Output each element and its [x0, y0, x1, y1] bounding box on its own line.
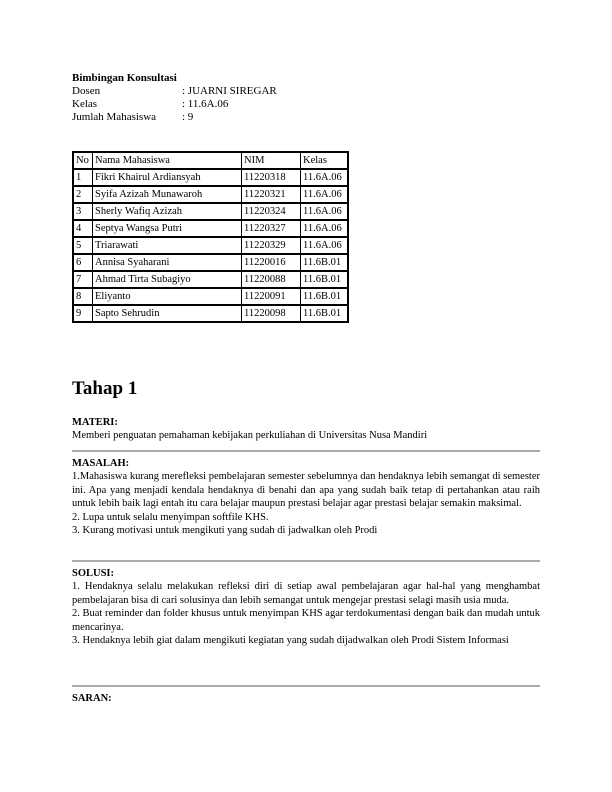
masalah-heading: MASALAH:	[72, 458, 130, 469]
table-cell: 6	[73, 254, 93, 271]
table-cell: 11.6A.06	[301, 169, 349, 186]
table-cell: 11220088	[242, 271, 301, 288]
materi-text: Memberi penguatan pemahaman kebijakan perkuliahan di Universitas Nusa Mandiri	[72, 430, 428, 441]
divider	[72, 560, 540, 562]
column-header: No	[73, 152, 93, 169]
info-value: : 11.6A.06	[182, 98, 229, 110]
divider	[72, 450, 540, 452]
table-cell: 11.6A.06	[301, 186, 349, 203]
consultation-info	[72, 72, 277, 124]
table-cell: Triarawati	[93, 237, 242, 254]
table-cell: 2	[73, 186, 93, 203]
student-table	[72, 151, 349, 323]
table-cell: 11220098	[242, 305, 301, 322]
table-cell: Septya Wangsa Putri	[93, 220, 242, 237]
materi-heading: MATERI:	[72, 417, 118, 428]
table-cell: 11.6A.06	[301, 237, 349, 254]
table-cell: Annisa Syaharani	[93, 254, 242, 271]
section-title: Tahap 1	[72, 378, 138, 399]
table-cell: Syifa Azizah Munawaroh	[93, 186, 242, 203]
table-row	[73, 220, 348, 237]
column-header: NIM	[242, 152, 301, 169]
table-cell: 11220327	[242, 220, 301, 237]
table-cell: 11.6B.01	[301, 288, 349, 305]
masalah-item: 1.Mahasiswa kurang merefleksi pembelajaran semester sebelumnya dan hendaknya lebih semangat di semester ini. Apa yang menjadi kendala hendaknya di benahi dan apa yang sudah baik tetap di pertahankan atau raih untuk lebih baik lagi entah itu cara belajar maupun prestasi belajar agar prestasi belajar semakin maksimal.	[72, 471, 540, 509]
table-cell: 3	[73, 203, 93, 220]
column-header: Kelas	[301, 152, 349, 169]
info-row-kelas	[72, 98, 277, 111]
table-cell: 5	[73, 237, 93, 254]
masalah-list	[72, 470, 540, 538]
table-cell: Ahmad Tirta Subagiyo	[93, 271, 242, 288]
table-cell: 11220321	[242, 186, 301, 203]
table-row	[73, 203, 348, 220]
solusi-item: 1. Hendaknya selalu melakukan refleksi diri di setiap awal pembelajaran agar hal-hal yang menghambat pembelajaran bisa di cari solusinya dan lebih semangat untuk mengejar prestasi selagi masih usia muda.	[72, 581, 540, 606]
solusi-list	[72, 580, 540, 648]
solusi-heading: SOLUSI:	[72, 568, 115, 579]
table-cell: Fikri Khairul Ardiansyah	[93, 169, 242, 186]
table-row	[73, 254, 348, 271]
solusi-item: 3. Hendaknya lebih giat dalam mengikuti kegiatan yang sudah dijadwalkan oleh Prodi Sistem Informasi	[72, 635, 509, 646]
table-row	[73, 169, 348, 186]
table-cell: Sherly Wafiq Azizah	[93, 203, 242, 220]
table-cell: Eliyanto	[93, 288, 242, 305]
divider	[72, 685, 540, 687]
table-cell: 1	[73, 169, 93, 186]
info-label: Jumlah Mahasiswa	[72, 111, 157, 123]
table-row	[73, 186, 348, 203]
table-cell: 11220016	[242, 254, 301, 271]
masalah-item: 3. Kurang motivasi untuk mengikuti yang sudah di jadwalkan oleh Prodi	[72, 525, 378, 536]
column-header: Nama Mahasiswa	[93, 152, 242, 169]
table-cell: 11220318	[242, 169, 301, 186]
table-cell: 9	[73, 305, 93, 322]
table-header-row	[73, 152, 348, 169]
table-cell: Sapto Sehrudin	[93, 305, 242, 322]
masalah-item: 2. Lupa untuk selalu menyimpan softfile KHS.	[72, 511, 269, 523]
info-label: Dosen	[72, 85, 101, 97]
table-cell: 11220324	[242, 203, 301, 220]
table-body	[73, 169, 348, 322]
table-row	[73, 288, 348, 305]
table-row	[73, 271, 348, 288]
info-row-dosen	[72, 85, 277, 98]
table-cell: 8	[73, 288, 93, 305]
table-row	[73, 237, 348, 254]
info-value: : 9	[182, 111, 194, 123]
table-cell: 11.6B.01	[301, 305, 349, 322]
table-cell: 11.6B.01	[301, 271, 349, 288]
table-cell: 11.6A.06	[301, 220, 349, 237]
saran-heading: SARAN:	[72, 693, 112, 704]
table-cell: 11220329	[242, 237, 301, 254]
table-row	[73, 305, 348, 322]
info-row-jumlah	[72, 111, 277, 124]
info-label: Kelas	[72, 98, 98, 110]
info-value: : JUARNI SIREGAR	[182, 85, 277, 97]
table-cell: 11220091	[242, 288, 301, 305]
table-cell: 4	[73, 220, 93, 237]
document-title: Bimbingan Konsultasi	[72, 72, 177, 84]
solusi-item: 2. Buat reminder dan folder khusus untuk menyimpan KHS agar terdokumentasi dengan baik dan mudah untuk mencarinya.	[72, 608, 540, 633]
table-cell: 7	[73, 271, 93, 288]
table-cell: 11.6B.01	[301, 254, 349, 271]
table-cell: 11.6A.06	[301, 203, 349, 220]
